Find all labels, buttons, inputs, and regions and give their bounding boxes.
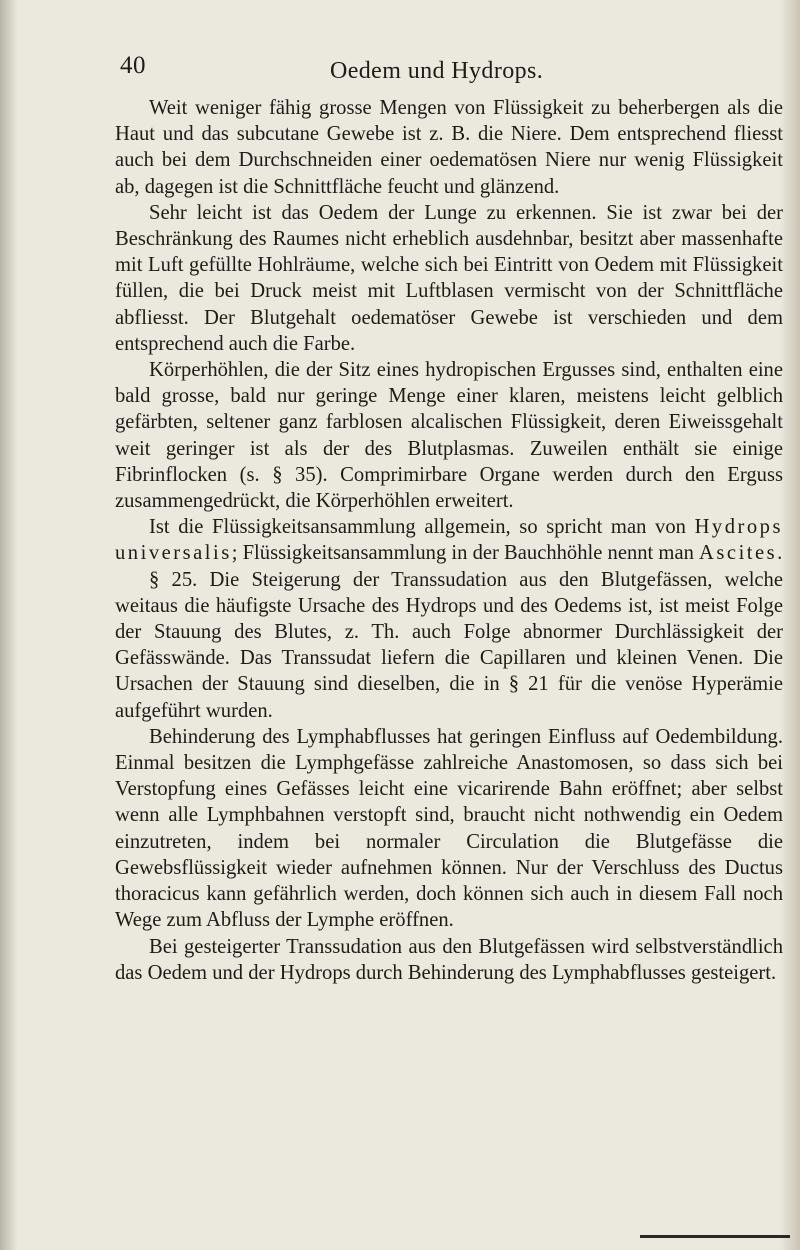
running-title: Oedem und Hydrops. — [330, 58, 544, 84]
paragraph-lunge: Sehr leicht ist das Oedem der Lunge zu erkennen. Sie ist zwar bei der Beschränkung des Raumes nicht erheblich ausdehnbar, besitzt aber massenhafte mit Luft gefüllte Hohlräume, welche sich bei Eintritt von Oedem mit Flüssigkeit füllen, die bei Druck meist mit Luftblasen vermischt von der Schnittfläche abfliesst. Der Blutgehalt oedematöser Gewebe ist verschieden und dem entsprechend auch die Farbe. — [115, 201, 783, 355]
page-number: 40 — [120, 52, 146, 79]
body-text — [115, 95, 783, 986]
term-ascites: Ascites — [699, 542, 778, 565]
page-gutter-shadow — [0, 0, 18, 1250]
running-head — [0, 52, 800, 92]
paragraph-hydrops-ascites — [115, 514, 783, 566]
term-hydrops-universalis: Hydrops universalis — [115, 516, 783, 565]
paragraph-section-25: § 25. Die Steigerung der Transsudation aus den Blutgefässen, welche weitaus die häufigste Ursache des Hydrops und des Oedems ist, ist meist Folge der Stauung des Blutes, z. Th. auch Folge abnormer Durchlässigkeit der Gefässwände. Das Transsudat liefern die Capillaren und kleinen Venen. Die Ursachen der Stauung sind dieselben, die in § 21 für die venöse Hyperämie aufgeführt wurden. — [115, 568, 783, 722]
paragraph-niere: Weit weniger fähig grosse Mengen von Flüssigkeit zu beherbergen als die Haut und das subcutane Gewebe ist z. B. die Niere. Dem entsprechend fliesst auch bei dem Durchschneiden einer oedematösen Niere nur wenig Flüssigkeit ab, dagegen ist die Schnittfläche feucht und glänzend. — [115, 97, 783, 198]
paragraph-transsudation: Bei gesteigerter Transsudation aus den Blutgefässen wird selbstverständlich das Oedem und der Hydrops durch Behinderung des Lymphabflusses gesteigert. — [115, 935, 783, 984]
paragraph-lymphabfluss: Behinderung des Lymphabflusses hat geringen Einfluss auf Oedembildung. Einmal besitzen die Lymphgefässe zahlreiche Anastomosen, so dass sich bei Verstopfung eines Gefässes leicht eine vicarirende Bahn eröffnet; aber selbst wenn alle Lymphbahnen verstopft sind, braucht nicht nothwendig ein Oedem einzutreten, indem bei normaler Circulation die Blutgefässe die Gewebsflüssigkeit wieder aufnehmen können. Nur der Verschluss des Ductus thoracicus kann gefährlich werden, doch können sich auch in diesem Fall noch Wege zum Abfluss der Lymphe eröffnen. — [115, 725, 783, 932]
page-edge — [780, 0, 800, 1250]
paragraph-koerperhoehlen: Körperhöhlen, die der Sitz eines hydropischen Ergusses sind, enthalten eine bald grosse, bald nur geringe Menge einer klaren, meistens leicht gelblich gefärbten, seltener ganz farblosen alcalischen Flüssigkeit, deren Eiweissgehalt weit geringer ist als der des Blutplasmas. Zuweilen enthält sie einige Fibrinflocken (s. § 35). Comprimirbare Organe werden durch den Erguss zusammengedrückt, die Körperhöhlen erweitert. — [115, 359, 783, 513]
paragraph-text: . — [777, 542, 783, 565]
paragraph-text: ; Flüssigkeitsansammlung in der Bauchhöhle nennt man — [231, 542, 700, 565]
bottom-rule — [640, 1235, 790, 1238]
paragraph-text: Ist die Flüssigkeitsansammlung allgemein, so spricht man von — [149, 516, 695, 539]
